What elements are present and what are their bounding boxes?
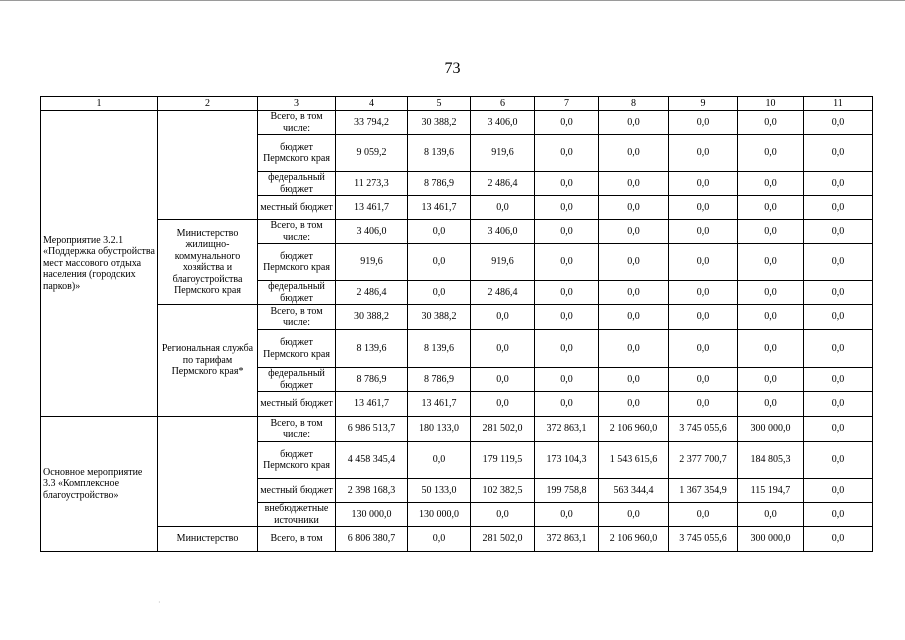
page-top-rule (0, 0, 905, 1)
header-row (41, 97, 873, 111)
value-cell: 2 106 960,0 (599, 527, 669, 552)
value-cell: 919,6 (336, 244, 408, 281)
value-cell: 3 745 055,6 (669, 417, 738, 442)
value-cell: 0,0 (804, 281, 873, 305)
value-cell: 0,0 (535, 330, 599, 368)
value-cell: 0,0 (738, 220, 804, 244)
value-cell: 50 133,0 (408, 479, 471, 503)
page-number: 73 (444, 60, 461, 77)
value-cell: 0,0 (669, 172, 738, 196)
table-row (41, 220, 873, 244)
value-cell: 0,0 (599, 330, 669, 368)
value-cell: 0,0 (599, 503, 669, 527)
value-cell: 0,0 (599, 220, 669, 244)
value-cell: 0,0 (669, 111, 738, 135)
value-cell: 4 458 345,4 (336, 442, 408, 479)
value-cell: 0,0 (804, 417, 873, 442)
value-cell: 300 000,0 (738, 527, 804, 552)
value-cell: 2 106 960,0 (599, 417, 669, 442)
value-cell: 0,0 (669, 281, 738, 305)
value-cell: 8 786,9 (408, 172, 471, 196)
value-cell: 0,0 (408, 244, 471, 281)
value-cell: 0,0 (535, 281, 599, 305)
value-cell: 8 786,9 (408, 368, 471, 392)
value-cell: 8 786,9 (336, 368, 408, 392)
value-cell: 13 461,7 (408, 392, 471, 417)
value-cell: 0,0 (804, 244, 873, 281)
value-cell: 130 000,0 (336, 503, 408, 527)
table-row (41, 417, 873, 442)
funding-source-cell: федеральный бюджет (258, 172, 336, 196)
value-cell: 0,0 (804, 503, 873, 527)
value-cell: 3 745 055,6 (669, 527, 738, 552)
value-cell: 0,0 (669, 503, 738, 527)
header-cell-1: 1 (41, 97, 158, 111)
value-cell: 0,0 (471, 392, 535, 417)
value-cell: 372 863,1 (535, 527, 599, 552)
value-cell: 1 543 615,6 (599, 442, 669, 479)
header-cell-3: 3 (258, 97, 336, 111)
value-cell: 919,6 (471, 244, 535, 281)
value-cell: 0,0 (408, 281, 471, 305)
value-cell: 2 377 700,7 (669, 442, 738, 479)
table-row (41, 527, 873, 552)
value-cell: 30 388,2 (408, 305, 471, 330)
value-cell: 0,0 (408, 442, 471, 479)
value-cell: 0,0 (738, 281, 804, 305)
funding-source-cell: бюджет Пермского края (258, 330, 336, 368)
value-cell: 0,0 (599, 111, 669, 135)
value-cell: 8 139,6 (336, 330, 408, 368)
funding-source-cell: бюджет Пермского края (258, 442, 336, 479)
value-cell: 2 486,4 (471, 281, 535, 305)
header-cell-11: 11 (804, 97, 873, 111)
funding-source-cell: Всего, в том числе: (258, 305, 336, 330)
header-cell-5: 5 (408, 97, 471, 111)
value-cell: 0,0 (669, 135, 738, 172)
value-cell: 11 273,3 (336, 172, 408, 196)
value-cell: 180 133,0 (408, 417, 471, 442)
value-cell: 0,0 (535, 196, 599, 220)
budget-table (40, 96, 873, 552)
value-cell: 130 000,0 (408, 503, 471, 527)
header-cell-9: 9 (669, 97, 738, 111)
value-cell: 0,0 (738, 368, 804, 392)
value-cell: 2 486,4 (471, 172, 535, 196)
value-cell: 281 502,0 (471, 527, 535, 552)
value-cell: 0,0 (471, 368, 535, 392)
value-cell: 184 805,3 (738, 442, 804, 479)
value-cell: 0,0 (669, 196, 738, 220)
value-cell: 13 461,7 (336, 196, 408, 220)
funding-source-cell: внебюджетные источники (258, 503, 336, 527)
header-cell-6: 6 (471, 97, 535, 111)
value-cell: 372 863,1 (535, 417, 599, 442)
value-cell: 0,0 (599, 135, 669, 172)
funding-source-cell: бюджет Пермского края (258, 244, 336, 281)
value-cell: 0,0 (599, 172, 669, 196)
funding-source-cell: Всего, в том числе: (258, 417, 336, 442)
value-cell: 0,0 (599, 305, 669, 330)
value-cell: 0,0 (599, 392, 669, 417)
value-cell: 0,0 (471, 305, 535, 330)
value-cell: 0,0 (804, 135, 873, 172)
value-cell: 0,0 (804, 172, 873, 196)
executor-cell: Министерство жилищно-коммунального хозяйства и благоустройства Пермского края (158, 220, 258, 305)
value-cell: 0,0 (738, 305, 804, 330)
value-cell: 0,0 (669, 330, 738, 368)
value-cell: 30 388,2 (408, 111, 471, 135)
funding-source-cell: Всего, в том числе: (258, 220, 336, 244)
value-cell: 8 139,6 (408, 135, 471, 172)
funding-source-cell: Всего, в том числе: (258, 111, 336, 135)
value-cell: 13 461,7 (336, 392, 408, 417)
event-name-cell: Основное мероприятие 3.3 «Комплексное благоустройство» (41, 417, 158, 552)
value-cell: 0,0 (535, 392, 599, 417)
header-cell-8: 8 (599, 97, 669, 111)
value-cell: 0,0 (804, 479, 873, 503)
value-cell: 0,0 (804, 330, 873, 368)
value-cell: 0,0 (535, 220, 599, 244)
value-cell: 0,0 (738, 172, 804, 196)
value-cell: 2 398 168,3 (336, 479, 408, 503)
value-cell: 0,0 (669, 368, 738, 392)
value-cell: 0,0 (599, 196, 669, 220)
value-cell: 0,0 (804, 305, 873, 330)
value-cell: 281 502,0 (471, 417, 535, 442)
value-cell: 0,0 (669, 392, 738, 417)
value-cell: 0,0 (738, 135, 804, 172)
executor-cell (158, 111, 258, 220)
header-cell-7: 7 (535, 97, 599, 111)
value-cell: 179 119,5 (471, 442, 535, 479)
value-cell: 0,0 (535, 135, 599, 172)
funding-source-cell: федеральный бюджет (258, 368, 336, 392)
header-cell-2: 2 (158, 97, 258, 111)
value-cell: 9 059,2 (336, 135, 408, 172)
value-cell: 6 986 513,7 (336, 417, 408, 442)
header-cell-4: 4 (336, 97, 408, 111)
value-cell: 0,0 (471, 503, 535, 527)
value-cell: 0,0 (804, 527, 873, 552)
value-cell: 8 139,6 (408, 330, 471, 368)
value-cell: 0,0 (599, 281, 669, 305)
funding-source-cell: федеральный бюджет (258, 281, 336, 305)
value-cell: 115 194,7 (738, 479, 804, 503)
table-row (41, 111, 873, 135)
funding-source-cell: местный бюджет (258, 479, 336, 503)
value-cell: 1 367 354,9 (669, 479, 738, 503)
value-cell: 173 104,3 (535, 442, 599, 479)
value-cell: 199 758,8 (535, 479, 599, 503)
value-cell: 0,0 (471, 196, 535, 220)
value-cell: 0,0 (471, 330, 535, 368)
value-cell: 2 486,4 (336, 281, 408, 305)
value-cell: 0,0 (804, 442, 873, 479)
value-cell: 13 461,7 (408, 196, 471, 220)
value-cell: 0,0 (408, 527, 471, 552)
value-cell: 0,0 (535, 368, 599, 392)
value-cell: 0,0 (738, 503, 804, 527)
value-cell: 919,6 (471, 135, 535, 172)
value-cell: 3 406,0 (471, 220, 535, 244)
scan-mark: · (158, 598, 161, 607)
value-cell: 0,0 (669, 305, 738, 330)
funding-source-cell: местный бюджет (258, 392, 336, 417)
value-cell: 0,0 (804, 368, 873, 392)
value-cell: 0,0 (408, 220, 471, 244)
value-cell: 0,0 (599, 368, 669, 392)
value-cell: 0,0 (535, 244, 599, 281)
value-cell: 0,0 (669, 244, 738, 281)
value-cell: 3 406,0 (471, 111, 535, 135)
value-cell: 300 000,0 (738, 417, 804, 442)
value-cell: 102 382,5 (471, 479, 535, 503)
value-cell: 30 388,2 (336, 305, 408, 330)
value-cell: 0,0 (804, 392, 873, 417)
header-cell-10: 10 (738, 97, 804, 111)
value-cell: 0,0 (599, 244, 669, 281)
value-cell: 0,0 (535, 111, 599, 135)
funding-source-cell: местный бюджет (258, 196, 336, 220)
value-cell: 0,0 (738, 196, 804, 220)
table-row (41, 305, 873, 330)
event-name-cell: Мероприятие 3.2.1 «Поддержка обустройства мест массового отдыха населения (городских парков)» (41, 111, 158, 417)
value-cell: 0,0 (738, 111, 804, 135)
value-cell: 0,0 (804, 220, 873, 244)
value-cell: 6 806 380,7 (336, 527, 408, 552)
value-cell: 0,0 (535, 305, 599, 330)
value-cell: 0,0 (535, 503, 599, 527)
value-cell: 3 406,0 (336, 220, 408, 244)
executor-cell (158, 417, 258, 527)
value-cell: 563 344,4 (599, 479, 669, 503)
value-cell: 0,0 (669, 220, 738, 244)
executor-cell: Министерство (158, 527, 258, 552)
value-cell: 33 794,2 (336, 111, 408, 135)
value-cell: 0,0 (738, 330, 804, 368)
executor-cell: Региональная служба по тарифам Пермского края* (158, 305, 258, 417)
value-cell: 0,0 (804, 111, 873, 135)
value-cell: 0,0 (738, 392, 804, 417)
value-cell: 0,0 (738, 244, 804, 281)
value-cell: 0,0 (535, 172, 599, 196)
value-cell: 0,0 (804, 196, 873, 220)
funding-source-cell: бюджет Пермского края (258, 135, 336, 172)
funding-source-cell: Всего, в том (258, 527, 336, 552)
